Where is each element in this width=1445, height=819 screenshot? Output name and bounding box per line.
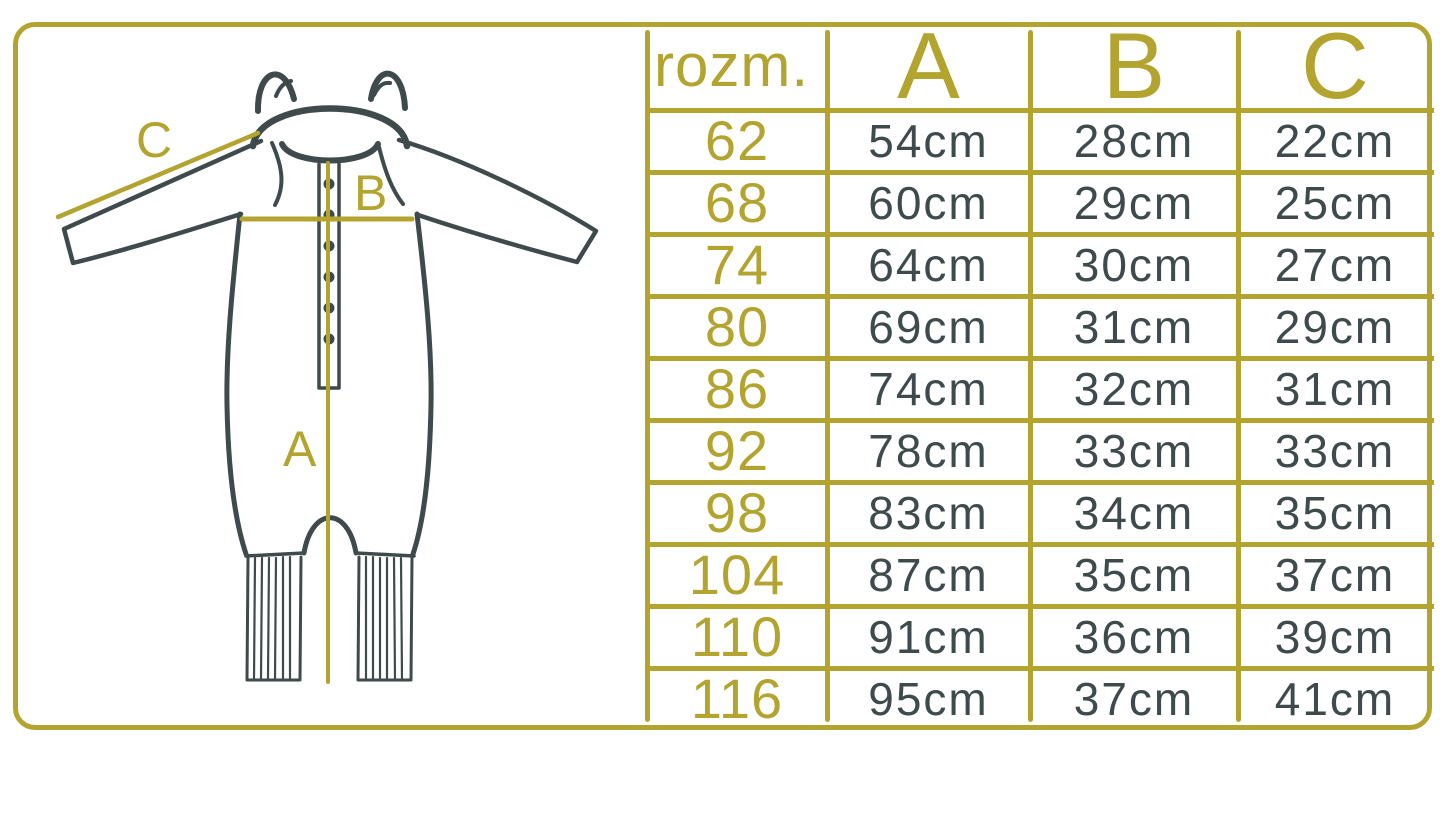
measurement-cell: 34cm [1073, 487, 1195, 539]
measurement-cell: 29cm [1073, 177, 1195, 229]
measurement-cell: 33cm [1274, 425, 1396, 477]
measurement-cell: 29cm [1274, 301, 1396, 353]
measurement-cell: 27cm [1274, 239, 1396, 291]
measurement-cell: 74cm [868, 363, 989, 415]
left-cuff-ribs [254, 557, 290, 679]
measurement-cell: 28cm [1073, 115, 1195, 167]
measurement-cell: 31cm [1274, 363, 1396, 415]
size-cell: 74 [704, 234, 770, 296]
right-cuff-top [356, 553, 414, 556]
measurement-cell: 39cm [1274, 611, 1396, 663]
right-cuff-ribs [366, 557, 402, 679]
measurement-cell: 31cm [1073, 301, 1195, 353]
measurement-cell: 37cm [1274, 549, 1396, 601]
measurement-cell: 87cm [868, 549, 989, 601]
measurement-cell: 32cm [1073, 363, 1195, 415]
header-size: rozm. [654, 32, 809, 99]
measurement-cell: 54cm [868, 115, 989, 167]
measurement-cell: 33cm [1073, 425, 1195, 477]
label-c: C [136, 112, 173, 168]
size-cell: 116 [690, 668, 784, 730]
size-table-grid [647, 22, 1432, 730]
right-side-seam [413, 214, 431, 554]
header-a: A [897, 22, 960, 110]
size-cell: 98 [704, 482, 770, 544]
measurement-cell: 60cm [868, 177, 989, 229]
measurement-cell: 35cm [1274, 487, 1396, 539]
measurement-cell: 83cm [868, 487, 989, 539]
size-cell: 80 [704, 296, 770, 358]
size-cell: 86 [704, 358, 770, 420]
measurement-cell: 30cm [1073, 239, 1195, 291]
measurement-cell: 41cm [1274, 673, 1396, 725]
right-sleeve [399, 140, 596, 262]
left-side-seam [227, 214, 246, 554]
measurement-cell: 25cm [1274, 177, 1396, 229]
size-cell: 68 [704, 172, 770, 234]
header-b: B [1102, 22, 1166, 110]
measurement-cell: 36cm [1073, 611, 1195, 663]
size-cell: 92 [704, 420, 770, 482]
measurement-cell: 37cm [1073, 673, 1195, 725]
label-b: B [354, 165, 388, 221]
left-cuff-top [246, 553, 304, 556]
header-c: C [1301, 22, 1369, 110]
size-cell: 110 [690, 606, 784, 668]
neckline [282, 144, 378, 161]
size-cell: 104 [688, 544, 786, 606]
measurement-cell: 35cm [1073, 549, 1195, 601]
hood-outline [253, 109, 407, 147]
label-a: A [283, 421, 317, 477]
measurement-cell: 64cm [868, 239, 989, 291]
measurement-cell: 69cm [868, 301, 989, 353]
measurement-cell: 78cm [868, 425, 989, 477]
measurement-cell: 95cm [868, 673, 989, 725]
measurement-cell: 22cm [1274, 115, 1396, 167]
measurement-cell: 91cm [868, 611, 989, 663]
size-cell: 62 [704, 110, 770, 172]
size-table [647, 22, 1432, 730]
left-raglan-seam [272, 143, 281, 205]
romper-diagram [0, 0, 650, 760]
